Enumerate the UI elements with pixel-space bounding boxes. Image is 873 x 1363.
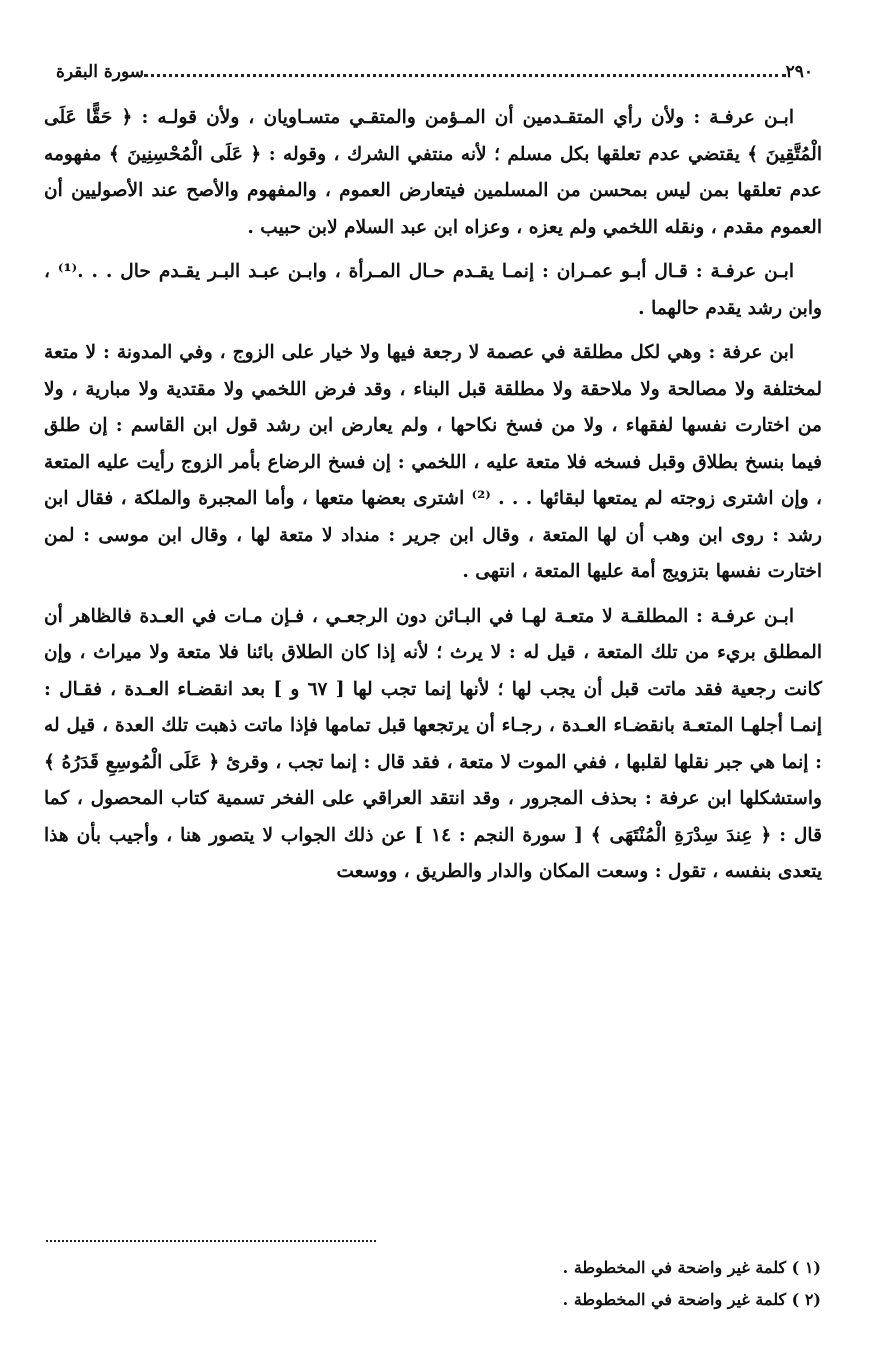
footnote-1: (١ ) كلمة غير واضحة في المخطوطة . xyxy=(562,1258,821,1277)
paragraph-4: ابـن عرفـة : المطلقـة لا متعـة لهـا في البـائن دون الرجعـي ، فـإن مـات في العـدة فالظاهر أن المطلق بريء من تلك المتعة ، قيل له : لا يرث ؛ لأنه إذا كان الطلاق بائنا فلا متعة ولا ميراث ، وإن كانت رجعية فقد ماتت قبل أن يجب لها ؛ لأنها إنما تجب لها [ ٦٧ و ] بعد انقضـاء العـدة ، فقـال : إنمـا أجلهـا المتعـة بانقضـاء العـدة ، رجـاء أن يرتجعها قبل تمامها فإذا ماتت ذهبت تلك العدة ، قيل له : إنما هي جبر نقلها لقلبها ، ففي الموت لا متعة ، فقد قال : إنما تجب ، وقرئ ﴿ عَلَى الْمُوسِعِ قَدَرُهُ ﴾ واستشكلها ابن عرفة : بحذف المجرور ، وقد انتقد العراقي على الفخر تسمية كتاب المحصول ، كما قال : ﴿ عِندَ سِدْرَةِ الْمُنْتَهَى ﴾ [ سورة النجم : ١٤ ] عن ذلك الجواب لا يتصور هنا ، وأجيب بأن هذا يتعدى بنفسه ، تقول : وسعت المكان والدار والطريق ، ووسعت xyxy=(44,605,823,882)
paragraph-3: ابن عرفة : وهي لكل مطلقة في عصمة لا رجعة فيها ولا خيار على الزوج ، وفي المدونة : لا متعة لمختلفة ولا مصالحة ولا ملاحقة ولا مطلقة قبل البناء ، وقد فرض اللخمي ولا مقتدية ولا مبارية ، ولا من اختارت نفسها لفقهاء ، ولا من فسخ نكاحها ، ولم يعارض ابن رشد قول ابن القاسم : إن طلق فيما بنسخ بطلاق وقبل فسخه فلا متعة عليه ، اللخمي : إن فسخ الرضاع بأمر الزوج رأيت عليه المتعة ، وإن اشترى زوجته لم يمتعها لبقائها . . . ⁽²⁾ اشترى بعضها متعها ، وأما المجبرة والملكة ، فقال ابن رشد : روى ابن وهب أن لها المتعة ، وقال ابن جرير : منداد لا متعة لها ، وقال ابن موسى : لمن اختارت نفسها بتزويج أمة عليها المتعة ، انتهى . xyxy=(44,342,822,582)
paragraph-1: ابـن عرفـة : ولأن رأي المتقـدمين أن المـؤمن والمتقـي متسـاويان ، ولأن قولـه : ﴿ حَقًّا عَلَى الْمُتَّقِينَ ﴾ يقتضي عدم تعلقها بكل مسلم ؛ لأنه منتفي الشرك ، وقوله : ﴿ عَلَى الْمُحْسِنِينَ ﴾ مفهومه عدم تعلقها بمن ليس بمحسن من المسلمين فيتعارض العموم ، والمفهوم والأصح عند الأصوليين أن العموم مقدم ، ونقله اللخمي ولم يعزه ، وعزاه ابن عبد السلام لابن حبيب . xyxy=(44,107,822,238)
surah-title: سورة البقرة xyxy=(56,62,144,82)
page-number: ٢٩٠ xyxy=(785,62,813,82)
page-header xyxy=(46,58,821,86)
main-text xyxy=(44,100,822,899)
footnote-2: (٢ ) كلمة غير واضحة في المخطوطة . xyxy=(562,1290,821,1309)
header-dotted-rule xyxy=(144,74,786,77)
footnote-separator xyxy=(46,1240,376,1242)
paragraph-2: ابـن عرفـة : قـال أبـو عمـران : إنمـا يقـدم حـال المـرأة ، وابـن عبـد البـر يقـدم حال . . .⁽¹⁾ ، وابن رشد يقدم حالهما . xyxy=(44,261,822,319)
footnotes xyxy=(46,1240,821,1316)
